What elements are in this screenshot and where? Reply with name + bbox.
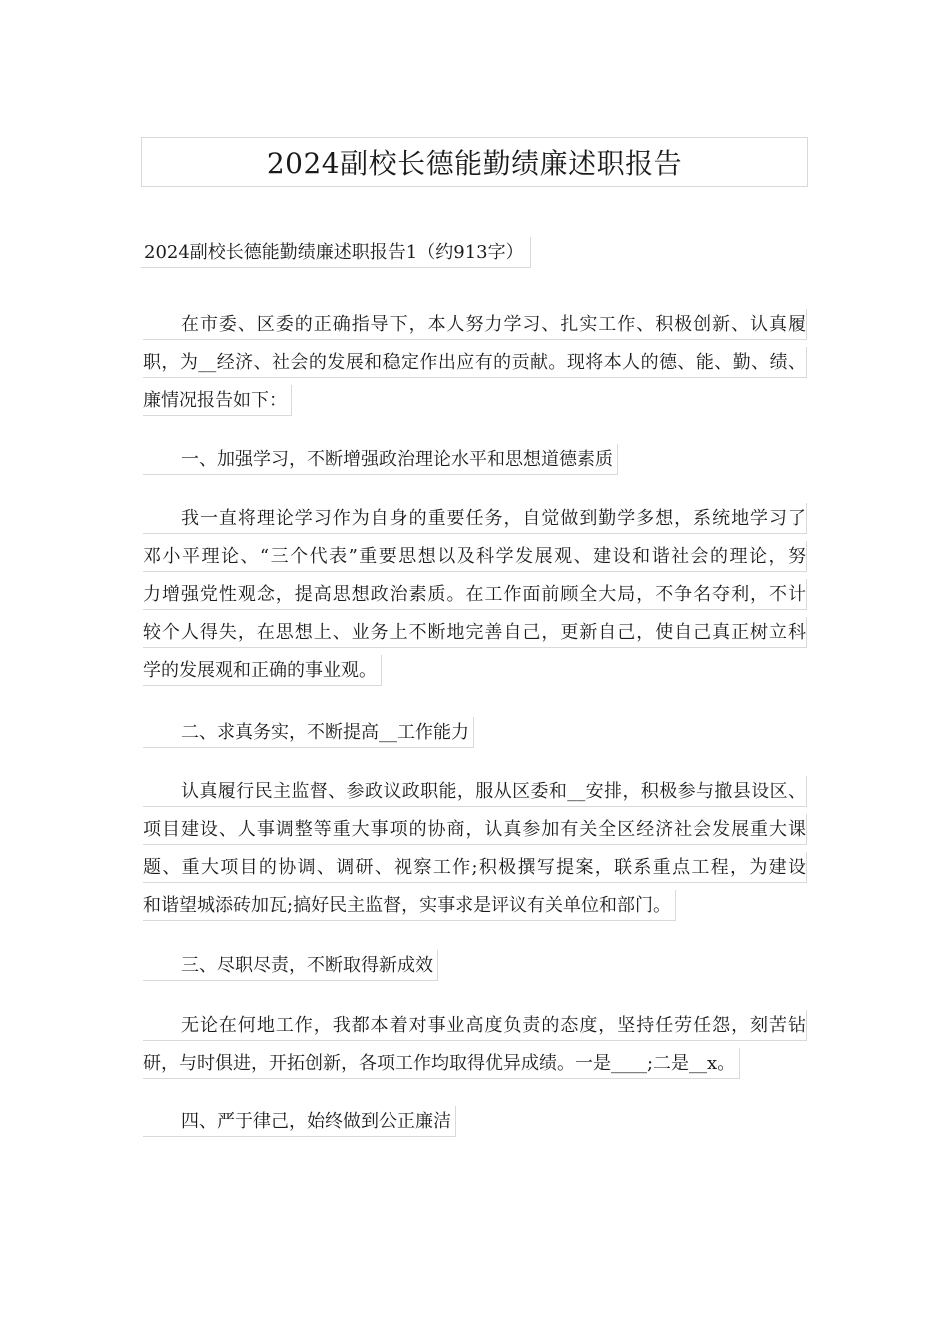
section-heading-text: 四、严于律己，始终做到公正廉洁 — [143, 1106, 456, 1137]
paragraph-line: 研，与时俱进，开拓创新，各项工作均取得优异成绩。一是____;二是__x。 — [143, 1048, 740, 1079]
intro-paragraph — [143, 309, 807, 428]
paragraph-line: 在市委、区委的正确指导下，本人努力学习、扎实工作、积极创新、认真履 — [143, 309, 807, 340]
paragraph-line: 题、重大项目的协调、调研、视察工作;积极撰写提案，联系重点工程，为建设 — [143, 852, 807, 883]
section-heading-text: 一、加强学习，不断增强政治理论水平和思想道德素质 — [143, 444, 618, 475]
section-heading-text: 三、尽职尽责，不断取得新成效 — [143, 950, 438, 981]
document-subtitle: 2024副校长德能勤绩廉述职报告1（约913字） — [141, 237, 531, 268]
paragraph-line: 认真履行民主监督、参政议政职能，服从区委和__安排，积极参与撤县设区、 — [143, 776, 807, 807]
paragraph-line: 廉情况报告如下： — [143, 385, 292, 416]
section-heading-1 — [143, 444, 618, 487]
section-heading-3 — [143, 950, 438, 993]
paragraph-line: 我一直将理论学习作为自身的重要任务，自觉做到勤学多想，系统地学习了 — [143, 503, 807, 534]
paragraph-line: 学的发展观和正确的事业观。 — [143, 655, 382, 686]
document-title: 2024副校长德能勤绩廉述职报告 — [141, 137, 808, 187]
paragraph-line: 邓小平理论、“三个代表”重要思想以及科学发展观、建设和谐社会的理论，努 — [143, 541, 807, 572]
paragraph-line: 较个人得失，在思想上、业务上不断地完善自己，更新自己，使自己真正树立科 — [143, 617, 807, 648]
paragraph-line: 力增强党性观念，提高思想政治素质。在工作面前顾全大局，不争名夺利，不计 — [143, 579, 807, 610]
section-heading-2 — [143, 717, 474, 760]
paragraph-line: 无论在何地工作，我都本着对事业高度负责的态度，坚持任劳任怨，刻苦钻 — [143, 1010, 807, 1041]
section-heading-4 — [143, 1106, 456, 1149]
section-3-paragraph — [143, 1010, 807, 1091]
paragraph-line: 职，为__经济、社会的发展和稳定作出应有的贡献。现将本人的德、能、勤、绩、 — [143, 347, 807, 378]
paragraph-line: 项目建设、人事调整等重大事项的协商，认真参加有关全区经济社会发展重大课 — [143, 814, 807, 845]
section-1-paragraph — [143, 503, 807, 698]
paragraph-line: 和谐望城添砖加瓦;搞好民主监督，实事求是评议有关单位和部门。 — [143, 890, 676, 921]
section-2-paragraph — [143, 776, 807, 933]
section-heading-text: 二、求真务实，不断提高__工作能力 — [143, 717, 474, 748]
